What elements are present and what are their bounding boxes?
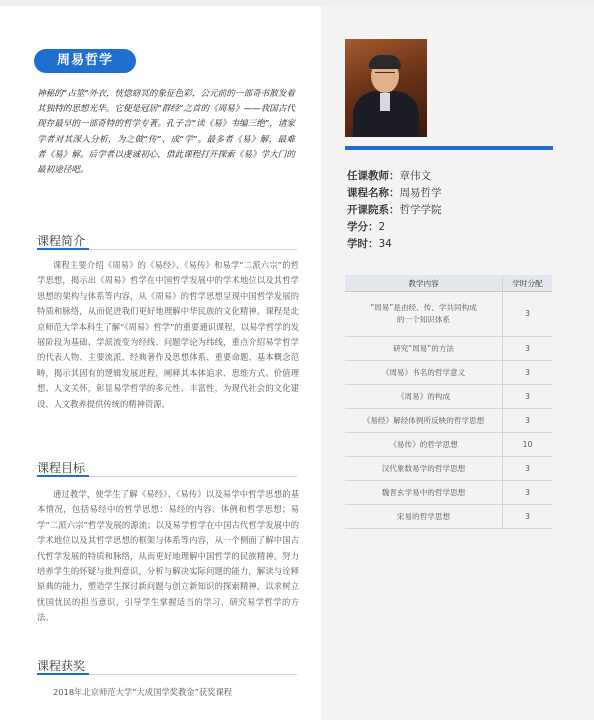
dept-value: 哲学学院 [399,204,442,216]
row-hours: 3 [503,361,553,385]
hours-row [347,236,392,251]
row-content: 汉代象数易学的哲学思想 [345,457,503,481]
row-hours: 3 [503,505,553,529]
section-title-overview: 课程简介 [37,234,86,248]
row-content: 《易经》解经体例所反映的哲学思想 [345,409,503,433]
photo-accent-bar [345,146,553,150]
header-content: 教学内容 [345,275,503,292]
row-content: 宋易的哲学思想 [345,505,503,529]
table-row [345,457,552,481]
header-hours: 学时分配 [503,275,553,292]
hours-value: 34 [378,238,392,250]
table-header-row [345,275,552,292]
credit-label: 学分： [347,221,379,233]
credit-row [347,219,385,234]
credit-value: 2 [378,221,386,233]
awards-body: 2018年北京师范大学“大成国学奖教金”获奖课程 [53,687,233,697]
row-content: 魏晋玄学易中的哲学思想 [345,481,503,505]
section-accent [37,248,89,250]
table-row [345,409,552,433]
goals-body: 通过教学，使学生了解《易经》、《易传》以及易学中哲学思想的基本情况，包括易经中的哲学思想：易经的内容、体例和哲学思想；易学“二派六宗”哲学发展的源流；以及易学哲学在中国古代哲学发展中的学术地位以及其哲学思想的框架与体系等内容，从一个侧面了解中国古代哲学发展的特质和脉络，从而更好地理解中国哲学的民族精神。努力培养学生的怀疑与批判意识，分析与解决实际问题的能力，解读与诠释原典的能力，塑造学生探讨新问题与创立新知识的探索精神，以求树立忧国忧民的担当意识，引导学生掌握适当的学习、研究易学哲学的方法。 [37,489,299,623]
schedule-table [345,275,552,529]
row-hours: 3 [503,457,553,481]
section-title-awards: 课程获奖 [37,659,86,673]
table-row [345,481,552,505]
teacher-label: 任课教师： [347,170,400,182]
row-content: “周易”是由经、传、学共同构成 的一个知识体系 [345,292,503,337]
section-accent [37,673,89,675]
row-hours: 3 [503,409,553,433]
course-value: 周易哲学 [399,187,442,199]
teacher-row [347,168,431,183]
table-row [345,361,552,385]
course-label: 课程名称： [347,187,400,199]
course-title-badge: 周易哲学 [34,49,136,73]
row-hours: 3 [503,337,553,361]
row-hours: 3 [503,481,553,505]
teacher-photo [345,39,427,137]
row-hours: 3 [503,385,553,409]
row-content: 《易传》的哲学思想 [345,433,503,457]
teacher-value: 章伟文 [399,170,431,182]
section-accent [37,475,89,477]
table-row [345,385,552,409]
table-row [345,433,552,457]
intro-paragraph: 神秘的“占筮”外衣，恍惚窈冥的象征色彩，公元前的一部奇书散发着其独特的思想光华。它便是冠居“群经”之首的《周易》——我国古代现存最早的一部奇特的哲学专著。孔子言“读《易》韦编三绝”，诸家学者对其深入分析，为之做“传”、成“学”。最多者《易》解，最难者《易》解。后学者以虔诚初心，借此课程打开探索《易》学大门的最初途径吧。 [37,89,296,176]
row-content: 《周易》书名的哲学意义 [345,361,503,385]
dept-row [347,202,442,217]
row-content: 研究“周易”的方法 [345,337,503,361]
row-hours: 3 [503,292,553,337]
table-row [345,337,552,361]
row-content: 《周易》的构成 [345,385,503,409]
table-row [345,505,552,529]
section-title-goals: 课程目标 [37,461,86,475]
course-row [347,185,442,200]
table-row [345,292,552,337]
dept-label: 开课院系： [347,204,400,216]
overview-body: 课程主要介绍《周易》的《易经》、《易传》和易学“二派六宗”的哲学思想，揭示出《周易》哲学在中国哲学发展中的学术地位以及其哲学思想的架构与体系等内容，从《周易》的哲学思想呈现中国哲学发展的特质和脉络，从而促进我们更好地理解中华民族的文化精神。课程是北京师范大学本科生了解“《周易》哲学”的重要通识课程，以易学哲学的发展阶段为基础、学派流变为经线、问题学论为纬线，重点介绍易学哲学的代表人物、主要流派、经典著作及思想体系、重要命题、基本概念范畴，揭示其固有的逻辑发展进程，阐释其本体追求、思维方式、价值理想、人文关怀，彰显易学哲学的多元性、丰富性，为现代社会的文化建设、人文教养提供传统的精神资源。 [37,260,299,409]
row-hours: 10 [503,433,553,457]
hours-label: 学时： [347,238,379,250]
